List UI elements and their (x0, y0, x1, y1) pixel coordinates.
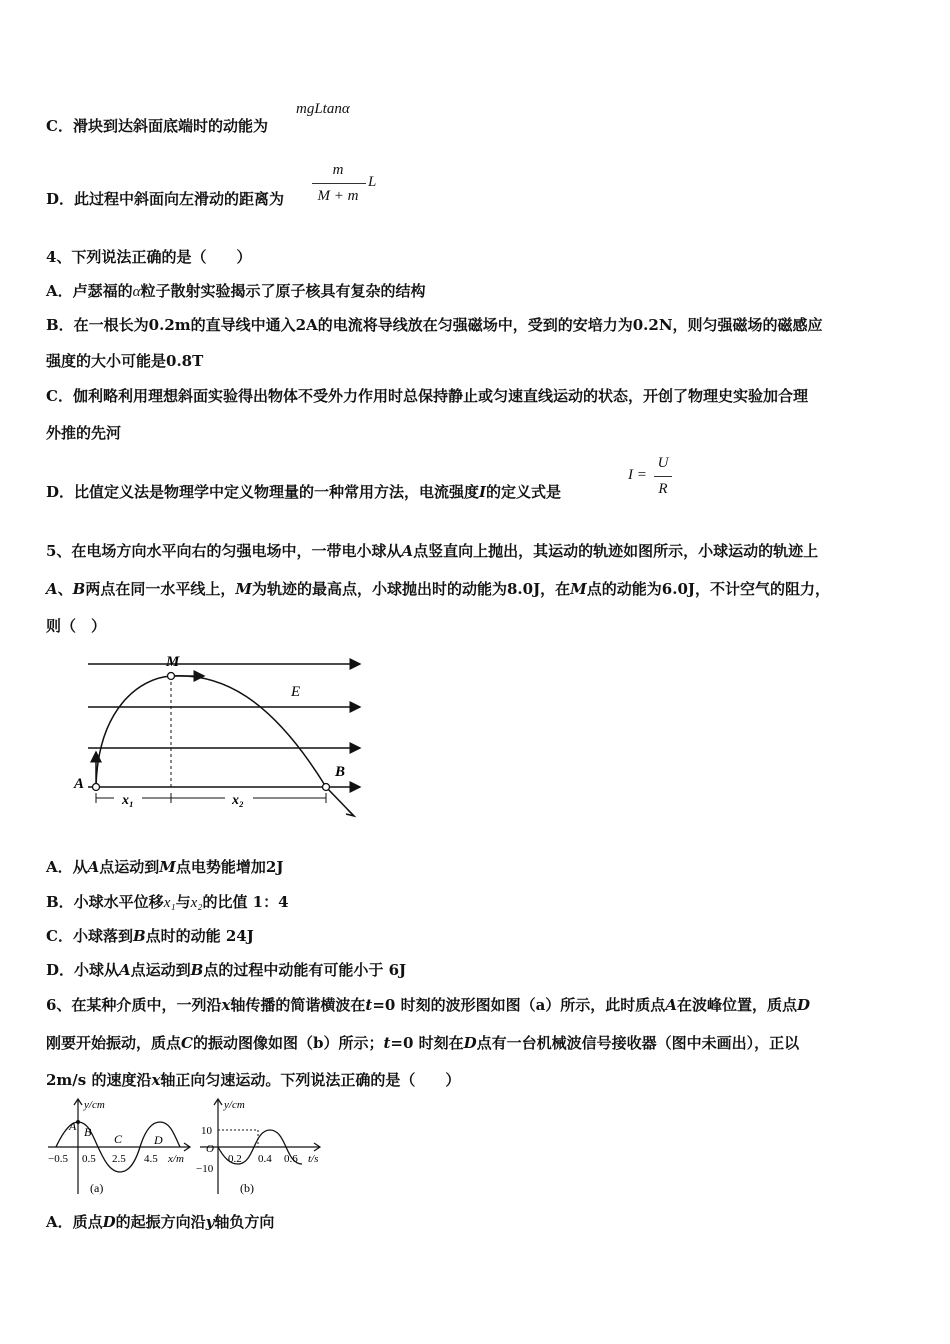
q3-option-c-text: C．滑块到达斜面底端时的动能为 (46, 117, 268, 135)
label-C: C (114, 1132, 123, 1146)
point-label: A (665, 996, 677, 1014)
q5-trajectory-figure (70, 648, 370, 824)
q5-stem-line1 (46, 540, 818, 561)
q4-option-d-pre: D．比值定义法是物理学中定义物理量的一种常用方法，电流强度 (46, 483, 480, 501)
q5-stem-line3: 则（ ） (46, 617, 107, 635)
tick-label: 10 (201, 1125, 212, 1137)
q3-option-c-formula: mgLtanα (296, 101, 350, 117)
label-M: M (166, 654, 180, 670)
q4-option-b-line2: 强度的大小可能是0.8T (46, 352, 204, 370)
origin-label: O (206, 1143, 214, 1155)
variable: y (205, 1213, 215, 1231)
text: 6、在某种介质中，一列沿 (46, 996, 222, 1014)
text: 的比值 1：4 (202, 893, 289, 911)
x-axis-label: x/m (168, 1153, 184, 1165)
text: C．小球落到 (46, 927, 133, 945)
fraction-bar (312, 183, 366, 184)
text: =0 时刻的波形图如图（a）所示，此时质点 (372, 996, 666, 1014)
q4-option-a (46, 280, 426, 301)
text: 轴传播的简谐横波在 (230, 996, 366, 1014)
y-axis-label: y/cm (224, 1099, 245, 1111)
text: 点运动到 (99, 858, 160, 876)
q4-option-c-line2: 外推的先河 (46, 424, 122, 442)
text: 点的动能为6.0J，不计空气的阻力， (586, 580, 830, 598)
text: D．小球从 (46, 961, 120, 979)
text: 点有一台机械波信号接收器（图中未画出），正以 (476, 1034, 800, 1052)
label-B: B (335, 764, 346, 780)
fraction-denominator: R (658, 481, 668, 497)
point-B (323, 784, 330, 791)
point-label: B (190, 961, 204, 979)
label-B: B (84, 1125, 92, 1139)
q3-option-d-text: D．此过程中斜面向左滑动的距离为 (46, 190, 285, 208)
q4-option-b-line1: B．在一根长为0.2m的直导线中通入2A的电流将导线放在匀强磁场中，受到的安培力为0.2N，则匀强磁场的磁感应 (46, 316, 823, 334)
point-label: C (181, 1034, 193, 1052)
q5-option-b (46, 891, 289, 912)
text: 刚要开始振动，质点 (46, 1034, 182, 1052)
text: 点的过程中动能有可能小于 6J (203, 961, 407, 979)
point-A (93, 784, 100, 791)
variable: t (383, 1034, 391, 1052)
point-label: B (72, 580, 86, 598)
q4-option-d-lhs: I = (628, 467, 647, 483)
point-label: M (570, 580, 587, 598)
label-A: A (74, 776, 85, 792)
text: 点运动到 (130, 961, 191, 979)
q6-figure-b-vibration (196, 1096, 336, 1200)
tick-label: 2.5 (112, 1153, 126, 1165)
variable: x (151, 1071, 161, 1089)
t-axis-label: t/s (308, 1153, 319, 1165)
tick-label: 0.2 (228, 1153, 242, 1165)
y-axis-label: y/cm (84, 1099, 105, 1111)
text: 轴正向匀速运动。下列说法正确的是（ ） (160, 1071, 461, 1089)
q3-option-d (46, 188, 284, 209)
q4-option-d-fraction (652, 455, 678, 501)
q4-stem: 4、下列说法正确的是（ ） (46, 248, 252, 266)
label-x2: x₂ (232, 793, 244, 808)
figure-caption: (a) (90, 1181, 104, 1195)
point-label: B (132, 927, 146, 945)
variable: t (365, 996, 373, 1014)
text: B．小球水平位移 (46, 893, 164, 911)
text: 的起振方向沿 (115, 1213, 206, 1231)
label-A: A (69, 1119, 77, 1133)
q4-option-d-var: I (479, 483, 487, 501)
point-label: A (87, 858, 100, 876)
point-label: D (463, 1034, 477, 1052)
q6-stem-line2 (46, 1032, 799, 1053)
text: 两点在同一水平线上， (85, 580, 236, 598)
q6-option-a (46, 1211, 274, 1232)
q4-option-a-post: 粒子散射实验揭示了原子核具有复杂的结构 (140, 282, 426, 300)
tick-label: −0.5 (48, 1153, 68, 1165)
q3-option-d-tail: L (368, 174, 377, 190)
q6-figure-a-wave (44, 1096, 194, 1200)
point-label: A (401, 542, 414, 560)
q5-option-d (46, 959, 406, 980)
label-D: D (154, 1133, 163, 1147)
q5-stem-line2 (46, 578, 830, 599)
point-label: A (46, 580, 58, 598)
text: =0 时刻在 (390, 1034, 464, 1052)
variable: x₂ (190, 895, 203, 911)
fraction-numerator: m (332, 162, 344, 178)
point-label: D (102, 1213, 116, 1231)
tick-label: 0.4 (258, 1153, 272, 1165)
tick-label: 0.6 (284, 1153, 298, 1165)
tick-label: 4.5 (144, 1153, 158, 1165)
tick-label: −10 (196, 1163, 214, 1175)
q4-option-c-line1: C．伽利略利用理想斜面实验得出物体不受外力作用时总保持静止或匀速直线运动的状态，开创了物理史实验加合理 (46, 387, 808, 405)
text: 在波峰位置，质点 (676, 996, 797, 1014)
label-E: E (291, 684, 301, 700)
text: 、 (57, 580, 73, 598)
text: 轴负方向 (214, 1213, 275, 1231)
text: 点时的动能 24J (145, 927, 254, 945)
figure-caption: (b) (240, 1181, 254, 1195)
fraction-numerator: U (657, 455, 669, 471)
q6-stem-line1 (46, 994, 810, 1015)
q5-option-c (46, 925, 254, 946)
q3-option-c (46, 115, 268, 136)
tick-label: 0.5 (82, 1153, 96, 1165)
text: 点电势能增加2J (175, 858, 284, 876)
point-A (76, 1120, 80, 1124)
variable: x (221, 996, 231, 1014)
text: 点竖直向上抛出，其运动的轨迹如图所示，小球运动的轨迹上 (413, 542, 819, 560)
variable: x₁ (163, 895, 176, 911)
alpha-symbol: α (132, 284, 141, 300)
text: 5、在电场方向水平向右的匀强电场中，一带电小球从 (46, 542, 402, 560)
q4-option-d-post: 的定义式是 (486, 483, 562, 501)
point-label: M (159, 858, 176, 876)
text: 与 (175, 893, 191, 911)
label-x1: x₁ (122, 793, 134, 808)
text: A．质点 (46, 1213, 103, 1231)
fraction-bar (654, 476, 672, 477)
text: A．从 (46, 858, 88, 876)
text: 的振动图像如图（b）所示； (192, 1034, 384, 1052)
q4-option-a-pre: A．卢瑟福的 (46, 282, 133, 300)
text: 2m/s 的速度沿 (46, 1071, 152, 1089)
q5-option-a (46, 856, 283, 877)
q4-option-d (46, 481, 561, 502)
fraction-denominator: M + m (317, 188, 359, 204)
point-label: M (235, 580, 252, 598)
q6-stem-line3 (46, 1069, 460, 1090)
point-M (168, 673, 175, 680)
point-label: A (119, 961, 131, 979)
text: 为轨迹的最高点，小球抛出时的动能为8.0J，在 (251, 580, 571, 598)
point-label: D (796, 996, 810, 1014)
q3-option-d-fraction (310, 162, 370, 208)
